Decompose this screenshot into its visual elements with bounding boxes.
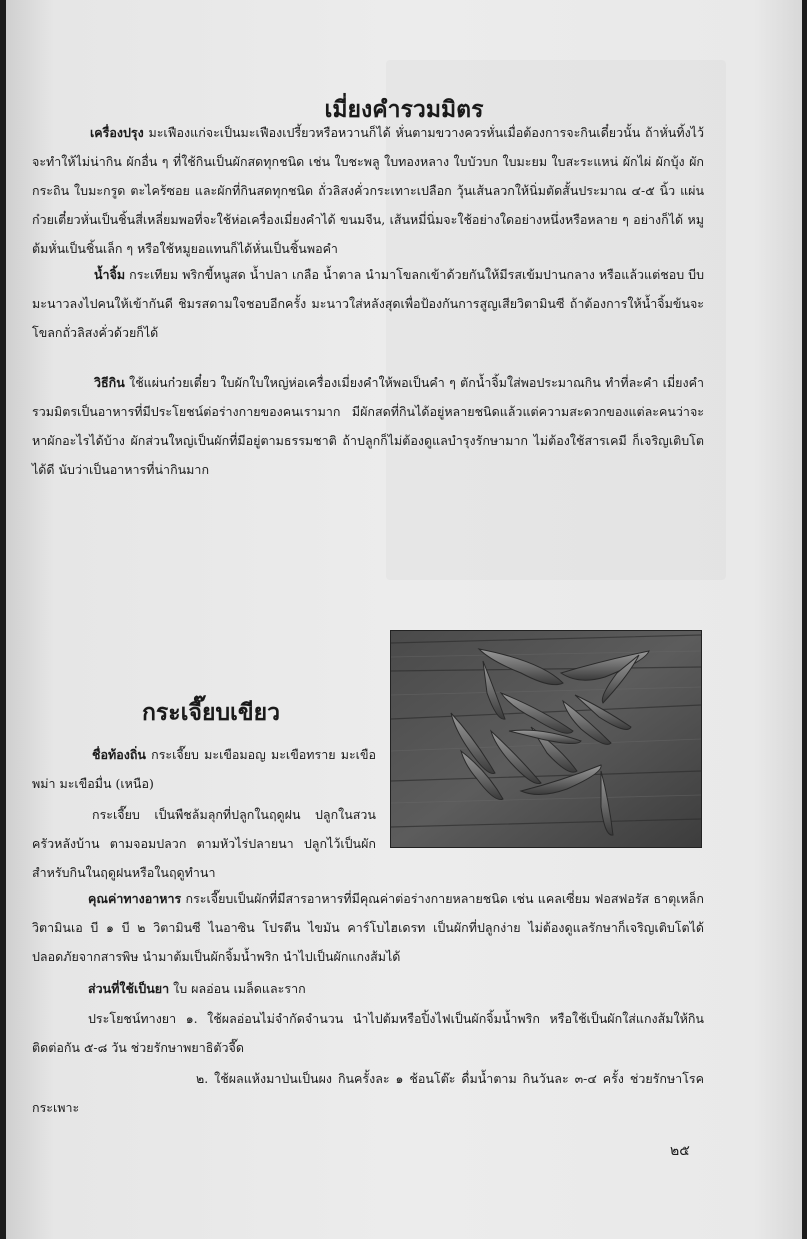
method-text: ใช้แผ่นก๋วยเตี๋ยว ใบผักใบใหญ่ห่อเครื่องเมี่ยงคำให้พอเป็นคำ ๆ ตักน้ำจิ้มใส่พอประมาณกิน ทำที่ละคำ เมี่ยงคำรวมมิตรเป็นอาหารที่มีประโยชน์ต่อร่างกายของคนเรามาก มีผักสดที่กินได้อยู่หลายชนิดแล้วแต่ความสะดวกของแต่ละคนว่าจะหาผักอะไรได้บ้าง ผักส่วนใหญ่เป็นผักที่มีอยู่ตามธรรมชาติ ถ้าปลูกก็ไม่ต้องดูแลบำรุงรักษามาก ไม่ต้องใช้สารเคมี ก็เจริญเติบโตได้ดี นับว่าเป็นอาหารที่น่ากินมาก <box>32 375 704 477</box>
sauce-paragraph <box>32 260 704 347</box>
okra-description-paragraph <box>32 800 376 887</box>
medicinal-parts-paragraph <box>32 974 704 1003</box>
nutrition-paragraph <box>32 884 704 971</box>
medicinal-parts-label: ส่วนที่ใช้เป็นยา <box>88 981 170 996</box>
medicinal-benefit-2-text: ๒. ใช้ผลแห้งมาป่นเป็นผง กินครั้งละ ๑ ช้อนโต๊ะ ดื่มน้ำตาม กินวันละ ๓-๔ ครั้ง ช่วยรักษาโรคกระเพาะ <box>32 1071 704 1115</box>
okra-photo <box>390 630 702 848</box>
ingredients-text: มะเฟืองแก่จะเป็นมะเฟืองเปรี้ยวหรือหวานก็ได้ หั่นตามขวางควรหั่นเมื่อต้องการจะกินเดี๋ยวนั้น ถ้าหั่นทิ้งไว้จะทำให้ไม่น่ากิน ผักอื่น ๆ ที่ใช้กินเป็นผักสดทุกชนิด เช่น ใบชะพลู ใบทองหลาง ใบบัวบก ใบมะยม ใบสะระแหน่ ผักไผ่ ผักบุ้ง ผักกระถิน ใบมะกรูด ตะไคร้ซอย และผักที่กินสดทุกชนิด ถั่วลิสงคั่วกระเทาะเปลือก วุ้นเส้นลวกให้นิ่มตัดสั้นประมาณ ๔-๕ นิ้ว แผ่นก๋วยเตี๋ยวหั่นเป็นชิ้นสี่เหลี่ยมพอที่จะใช้ห่อเครื่องเมี่ยงคำได้ ขนมจีน, เส้นหมี่นิ่มจะใช้อย่างใดอย่างหนึ่งหรือหลาย ๆ อย่างก็ได้ หมูต้มหั่นเป็นชิ้นเล็ก ๆ หรือใช้หมูยอแทนก็ได้หั่นเป็นชิ้นพอคำ <box>32 125 704 256</box>
okra-description-label: กระเจี๊ยบ <box>92 807 140 822</box>
medicinal-benefit-label: ประโยชน์ทางยา <box>88 1011 177 1026</box>
okra-photo-image <box>391 631 701 847</box>
local-names-paragraph <box>32 740 376 798</box>
local-names-label: ชื่อท้องถิ่น <box>92 747 146 762</box>
ingredients-label: เครื่องปรุง <box>90 125 144 140</box>
sauce-label: น้ำจิ้ม <box>94 267 126 282</box>
medicinal-parts-text: ใบ ผลอ่อน เมล็ดและราก <box>173 981 306 996</box>
method-label: วิธีกิน <box>94 375 125 390</box>
medicinal-benefit-1-text: ๑. ใช้ผลอ่อนไม่จำกัดจำนวน นำไปต้มหรือปิ้งไฟเป็นผักจิ้มน้ำพริก หรือใช้เป็นผักใส่แกงส้มให้กินติดต่อกัน ๕-๘ วัน ช่วยรักษาพยาธิตัวจี๊ด <box>32 1011 704 1055</box>
method-paragraph <box>32 368 704 484</box>
book-page <box>6 0 802 1239</box>
local-names-text: กระเจี๊ยบ มะเขือมอญ มะเขือทราย มะเขือพม่า มะเขือมื่น (เหนือ) <box>32 747 376 791</box>
medicinal-benefit-2-paragraph <box>32 1064 704 1122</box>
page-number: ๒๕ <box>670 1143 690 1159</box>
okra-description-text: เป็นพืชล้มลุกที่ปลูกในฤดูฝน ปลูกในสวนครัวหลังบ้าน ตามจอมปลวก ตามหัวไร่ปลายนา ปลูกไว้เป็นผักสำหรับกินในฤดูฝนหรือในฤดูทำนา <box>32 807 376 880</box>
recipe-title: เมี่ยงคำรวมมิตร <box>324 96 484 123</box>
nutrition-text: กระเจี๊ยบเป็นผักที่มีสารอาหารที่มีคุณค่าต่อร่างกายหลายชนิด เช่น แคลเซี่ยม ฟอสฟอรัส ธาตุเหล็ก วิตามินเอ บี ๑ บี ๒ วิตามินซี ไนอาซิน โปรตีน ไขมัน คาร์โบไฮเดรท เป็นผักที่ปลูกง่าย ไม่ต้องดูแลรักษาก็เจริญเติบโตได้ ปลอดภัยจากสารพิษ นำมาต้มเป็นผักจิ้มน้ำพริก นำไปเป็นผักแกงส้มได้ <box>32 891 704 964</box>
sauce-text: กระเทียม พริกขี้หนูสด น้ำปลา เกลือ น้ำตาล นำมาโขลกเข้าด้วยกันให้มีรสเข้มปานกลาง หรือแล้วแต่ชอบ บีบมะนาวลงไปคนให้เข้ากันดี ชิมรสดามใจชอบอีกครั้ง มะนาวใส่หลังสุดเพื่อป้องกันการสูญเสียวิตามินซี ถ้าต้องการให้น้ำจิ้มข้นจะโขลกถั่วลิสงคั่วด้วยก็ได้ <box>32 267 704 340</box>
okra-title: กระเจี๊ยบเขียว <box>142 699 281 726</box>
nutrition-label: คุณค่าทางอาหาร <box>88 891 182 906</box>
ingredients-paragraph <box>32 118 704 263</box>
medicinal-benefit-1-paragraph <box>32 1004 704 1062</box>
